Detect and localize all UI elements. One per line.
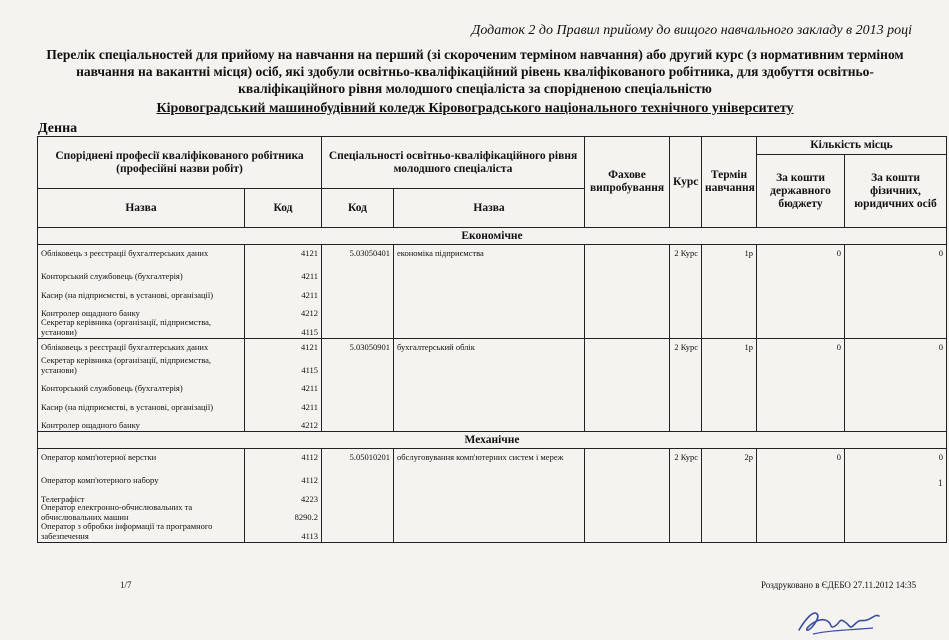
header-professions: Споріднені професії кваліфікованого робітника (професійні назви робіт)	[38, 137, 322, 189]
header-places: Кількість місць	[757, 137, 947, 155]
exam-cell	[585, 338, 670, 432]
study-form: Денна	[38, 121, 78, 136]
profession-name: Секретар керівника (організації, підприємства, установи)	[41, 316, 212, 337]
profession-name: Касир (на підприємстві, в установі, організації)	[41, 289, 214, 300]
private-places-value: 0	[938, 452, 944, 462]
term-cell-value: 1р	[744, 341, 754, 352]
header-private: За кошти фізичних, юридичних осіб	[845, 155, 947, 228]
profession-name: Телеграфіст	[41, 493, 85, 504]
profession-name: Обліковець з реєстрації бухгалтерських даних	[41, 341, 209, 352]
side-mark: 1	[938, 478, 943, 488]
profession-name: Оператор комп'ютерного набору	[41, 475, 159, 485]
specialty-code	[322, 245, 394, 339]
profession-name: Оператор електронно-обчислювальних та обчислювальних машин	[41, 502, 193, 522]
college-name: Кіровоградський машинобудівний коледж Кіровоградського національного технічного університету	[156, 101, 794, 116]
course-cell	[670, 245, 702, 339]
header-name-2: Назва	[394, 189, 585, 228]
profession-name: Обліковець з реєстрації бухгалтерських даних	[41, 248, 209, 258]
budget-places	[757, 338, 845, 432]
budget-places	[757, 245, 845, 339]
specialty-code	[322, 449, 394, 543]
profession-names	[38, 338, 245, 432]
specialty-name-value: економіка підприємства	[397, 248, 484, 258]
private-places	[845, 338, 947, 432]
table-row	[38, 245, 947, 339]
header-code: Код	[245, 189, 322, 228]
budget-places-value: 0	[836, 452, 842, 462]
profession-names	[38, 449, 245, 543]
profession-names	[38, 245, 245, 339]
private-places-value: 0	[938, 341, 944, 352]
term-cell-value: 1р	[744, 248, 754, 258]
specialty-name	[394, 338, 585, 432]
profession-code: 4121	[301, 341, 319, 352]
profession-code: 4211	[301, 289, 319, 300]
profession-code: 4211	[301, 271, 319, 281]
term-cell	[702, 449, 757, 543]
header-budget: За кошти державного бюджету	[757, 155, 845, 228]
section-title: Механічне	[38, 432, 947, 449]
profession-codes	[245, 449, 322, 543]
term-cell	[702, 338, 757, 432]
profession-code: 4121	[301, 248, 319, 258]
header-code-2: Код	[322, 189, 394, 228]
specialty-code-value: 5.05010201	[349, 452, 391, 462]
specialty-name	[394, 245, 585, 339]
profession-code: 8290.2	[294, 512, 319, 522]
profession-code: 4113	[301, 530, 319, 541]
table-body	[38, 228, 947, 543]
course-cell	[670, 338, 702, 432]
course-cell-value: 2 Курс	[674, 341, 699, 352]
table-header	[38, 137, 947, 228]
profession-code: 4212	[301, 308, 319, 318]
budget-places-value: 0	[836, 341, 842, 352]
specialty-name	[394, 449, 585, 543]
section-row	[38, 228, 947, 245]
profession-name: Контролер ощадного банку	[41, 308, 140, 318]
budget-places-value: 0	[836, 248, 842, 258]
specialty-code-value: 5.03050401	[349, 248, 391, 258]
print-stamp: Роздруковано в ЄДЕБО 27.11.2012 14:35	[761, 580, 917, 590]
header-exams: Фахове випробування	[585, 137, 670, 228]
profession-code: 4223	[301, 493, 319, 504]
exam-cell-value	[588, 339, 666, 358]
document-title: Перелік спеціальностей для прийому на навчання на перший (зі скороченим терміном навчання) або другий курс (з нормативним терміном навчання на вакантні місця) осіб, які здобули освітньо-кваліфікаційний рівень кваліфікованого робітника, для здобуття освітньо-кваліфікаційного рівня молодшого спеціаліста за спорідненою спеціальністю	[46, 47, 904, 96]
exam-cell-value	[588, 245, 666, 264]
profession-name: Оператор комп'ютерної верстки	[41, 452, 157, 462]
table-row	[38, 338, 947, 432]
exam-cell	[585, 245, 670, 339]
specialties-table	[37, 136, 947, 543]
profession-codes	[245, 338, 322, 432]
exam-cell	[585, 449, 670, 543]
specialty-code	[322, 338, 394, 432]
profession-code: 4212	[301, 420, 319, 430]
header-course: Курс	[670, 137, 702, 228]
signature	[795, 600, 885, 640]
term-cell-value: 2р	[744, 452, 754, 462]
page-number: 1/7	[120, 580, 132, 590]
specialty-name-value: обслуговування комп'ютерних систем і мереж	[397, 452, 564, 462]
private-places	[845, 245, 947, 339]
budget-places	[757, 449, 845, 543]
course-cell	[670, 449, 702, 543]
section-title: Економічне	[38, 228, 947, 245]
profession-code: 4115	[301, 364, 319, 375]
course-cell-value: 2 Курс	[674, 248, 699, 258]
specialty-code-value: 5.03050901	[349, 341, 391, 352]
private-places	[845, 449, 947, 543]
header-specialties: Спеціальності освітньо-кваліфікаційного рівня молодшого спеціаліста	[322, 137, 585, 189]
table-row	[38, 449, 947, 543]
term-cell	[702, 245, 757, 339]
profession-name: Контролер ощадного банку	[41, 420, 140, 430]
profession-code: 4112	[301, 452, 319, 462]
profession-code: 4112	[301, 475, 319, 485]
specialty-name-value: бухгалтерський облік	[397, 341, 475, 352]
profession-name: Оператор з обробки інформації та програмного забезпечення	[41, 520, 213, 541]
header-name: Назва	[38, 189, 245, 228]
profession-name: Конторський службовець (бухгалтерія)	[41, 271, 183, 281]
course-cell-value: 2 Курс	[674, 452, 699, 462]
exam-cell-value	[588, 449, 666, 468]
profession-code: 4211	[301, 401, 319, 412]
header-term: Термін навчання	[702, 137, 757, 228]
profession-code: 4211	[301, 383, 319, 393]
private-places-value: 0	[938, 248, 944, 258]
profession-codes	[245, 245, 322, 339]
section-row	[38, 432, 947, 449]
profession-name: Секретар керівника (організації, підприємства, установи)	[41, 354, 212, 375]
profession-name: Касир (на підприємстві, в установі, організації)	[41, 401, 214, 412]
appendix-note: Додаток 2 до Правил прийому до вищого навчального закладу в 2013 році	[471, 23, 912, 38]
profession-code: 4115	[301, 326, 319, 337]
profession-name: Конторський службовець (бухгалтерія)	[41, 383, 183, 393]
